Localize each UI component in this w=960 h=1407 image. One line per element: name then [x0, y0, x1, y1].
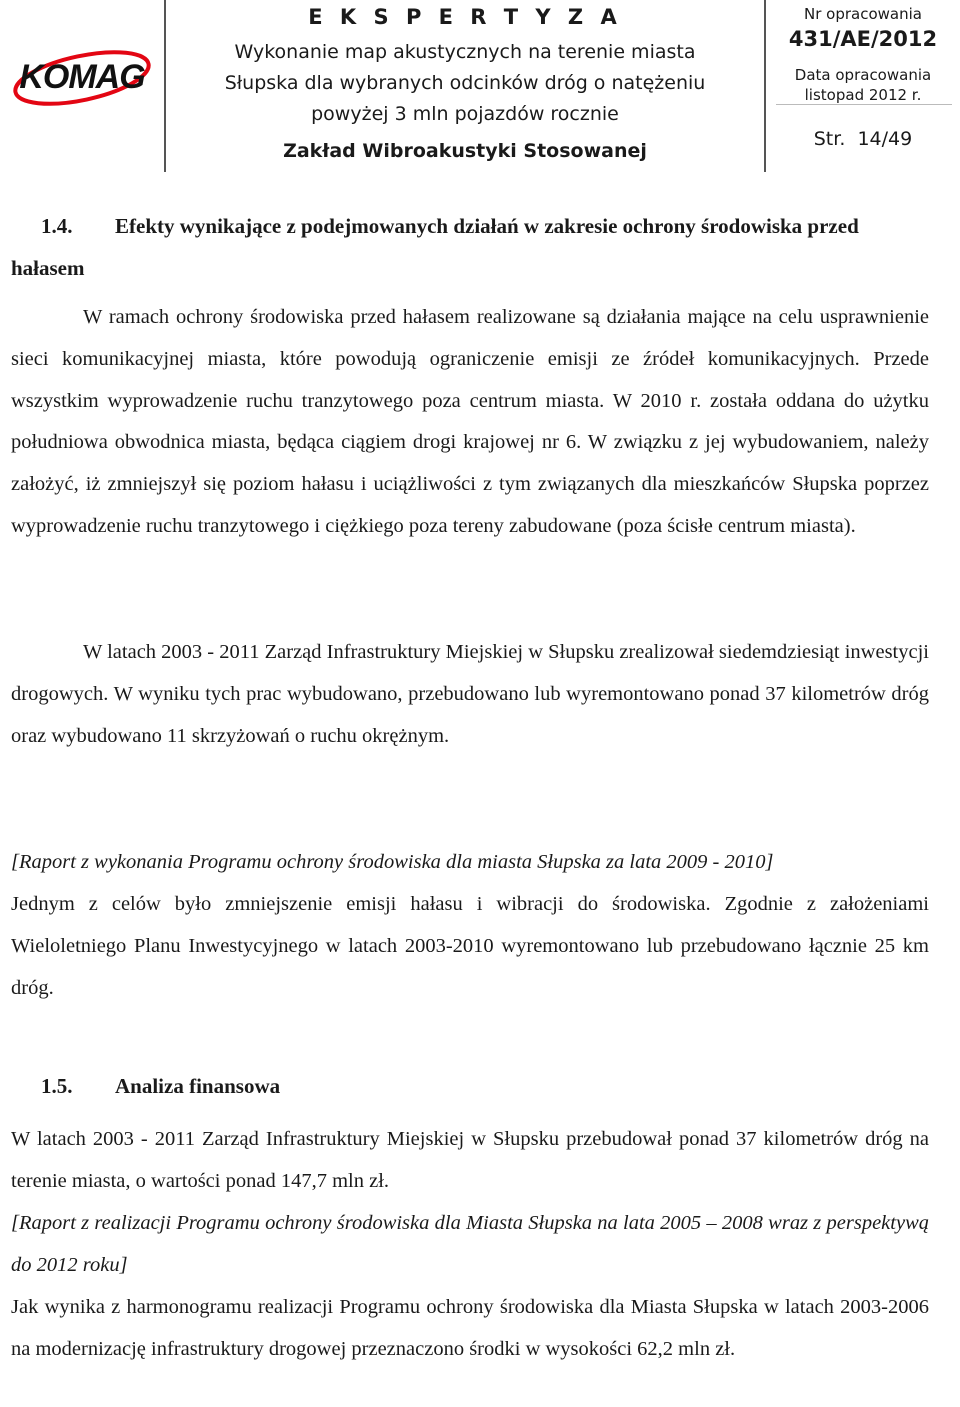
section-number: 1.4.	[41, 214, 73, 238]
paragraph: W ramach ochrony środowiska przed hałasem realizowane są działania mające na celu usprawnienie sieci komunikacyjnej miasta, które powodują ograniczenie emisji ze źródeł komunikacyjnych. Przede wszystkim wyprowadzenie ruchu tranzytowego poza centrum miasta. W 2010 r. została oddana do użytku południowa obwodnica miasta, będąca ciągiem drogi krajowej nr 6. W związku z jej wybudowaniem, należy założyć, iż zmniejszył się poziom hałasu i uciążliwości z tym związanych dla mieszkańców Słupska poprzez wyprowadzenie ruchu tranzytowego i ciężkiego poza tereny zabudowane (poza ścisłe centrum miasta).	[11, 306, 929, 537]
section-heading	[11, 1065, 929, 1107]
meta-divider	[776, 104, 952, 105]
department-name: Zakład Wibroakustyki Stosowanej	[283, 140, 647, 162]
paragraph: W latach 2003 - 2011 Zarząd Infrastruktury Miejskiej w Słupsku zrealizował siedemdziesiąt inwestycji drogowych. W wyniku tych prac wybudowano, przebudowano lub wyremontowano ponad 37 kilometrów dróg oraz wybudowano 11 skrzyżowań o ruchu okrężnym.	[11, 641, 929, 747]
page-label: Str.	[813, 128, 846, 150]
komag-logo	[10, 48, 154, 108]
section-heading	[11, 205, 929, 289]
source-citation: [Raport z wykonania Programu ochrony środowiska dla miasta Słupska za lata 2009 - 2010]	[11, 851, 774, 873]
nr-value: 431/AE/2012	[788, 27, 938, 51]
date-value: listopad 2012 r.	[804, 86, 922, 104]
section-title: Analiza finansowa	[115, 1074, 281, 1098]
date-label: Data opracowania	[794, 66, 932, 84]
task-line: powyżej 3 mln pojazdów rocznie	[311, 103, 619, 125]
source-citation: [Raport z realizacji Programu ochrony środowiska dla Miasta Słupska na lata 2005 – 2008 wraz z perspektywą do 2012 roku]	[11, 1212, 929, 1276]
meta-cell	[766, 0, 960, 172]
page-number	[766, 128, 960, 150]
logo-text: KOMAG	[19, 58, 145, 96]
document-header	[0, 0, 960, 172]
logo-cell	[0, 0, 166, 172]
section-title: Efekty wynikające z podejmowanych działań w zakresie ochrony środowiska przed hałasem	[11, 214, 859, 280]
task-line: Wykonanie map akustycznych na terenie miasta	[234, 41, 696, 63]
paragraph: Jak wynika z harmonogramu realizacji Programu ochrony środowiska dla Miasta Słupska w latach 2003-2006 na modernizację infrastruktury drogowej przeznaczono środki w wysokości 62,2 mln zł.	[11, 1296, 929, 1360]
section-number: 1.5.	[41, 1074, 73, 1098]
title-cell	[166, 0, 766, 172]
page-value: 14/49	[857, 128, 913, 150]
nr-label: Nr opracowania	[804, 5, 922, 23]
expertise-title: E K S P E R T Y Z A	[308, 5, 622, 29]
task-line: Słupska dla wybranych odcinków dróg o natężeniu	[224, 72, 706, 94]
paragraph: Jednym z celów było zmniejszenie emisji hałasu i wibracji do środowiska. Zgodnie z założeniami Wieloletniego Planu Inwestycyjnego w latach 2003-2010 wyremontowano lub przebudowano łącznie 25 km dróg.	[11, 893, 929, 999]
paragraph: W latach 2003 - 2011 Zarząd Infrastruktury Miejskiej w Słupsku przebudował ponad 37 kilometrów dróg na terenie miasta, o wartości ponad 147,7 mln zł.	[11, 1128, 929, 1192]
